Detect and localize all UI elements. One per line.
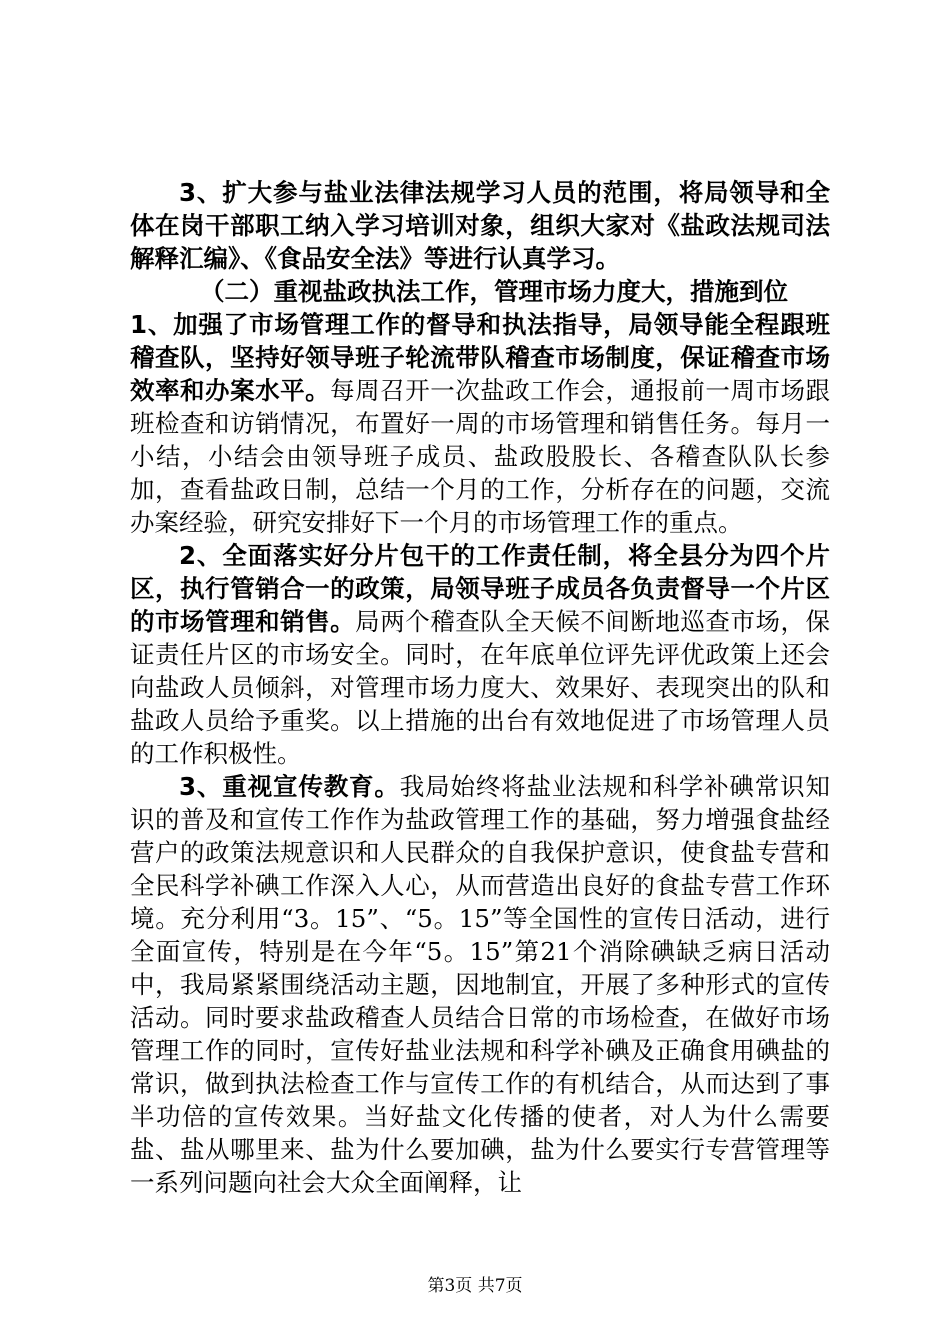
paragraph-normal-text: 每周召开一次盐政工作会，通报前一周市场跟班检查和访销情况，布置好一周的市场管理和销售任务。每月一小结，小结会由领导班子成员、盐政股股长、各稽查队队长参加，查看盐政日制，总结一个月的工作，分析存在的问题，交流办案经验，研究安排好下一个月的市场管理工作的重点。: [130, 376, 831, 537]
paragraph-bold-text: 3、重视宣传教育。: [179, 772, 400, 801]
paragraph-normal-text: 局两个稽查队全天候不间断地巡查市场，保证责任片区的市场安全。同时，在年底单位评先评优政策上还会向盐政人员倾斜，对管理市场力度大、效果好、表现突出的队和盐政人员给予重奖。以上措施的出台有效地促进了市场管理人员的工作积极性。: [130, 607, 831, 768]
paragraph-bold-text: 2、全面落实好分片包干的工作责任制，将全县分为四个片区，执行管销合一的政策，局领导班子成员各负责督导一个片区的市场管理和销售。: [130, 541, 830, 636]
paragraph-publicity-education: [130, 770, 830, 1199]
paragraph-market-supervision: [130, 308, 830, 539]
paragraph-responsibility-system: [130, 539, 830, 770]
document-body: [130, 176, 830, 1199]
paragraph-normal-text: 我局始终将盐业法规和科学补碘常识知识的普及和宣传工作作为盐政管理工作的基础，努力增强食盐经营户的政策法规意识和人民群众的自我保护意识，使食盐专营和全民科学补碘工作深入人心，从而营造出良好的食盐专营工作环境。充分利用“3。15”、“5。15”等全国性的宣传日活动，进行全面宣传，特别是在今年“5。15”第21个消除碘缺乏病日活动中，我局紧紧围绕活动主题，因地制宜，开展了多种形式的宣传活动。同时要求盐政稽查人员结合日常的市场检查，在做好市场管理工作的同时，宣传好盐业法规和科学补碘及正确食用碘盐的常识，做到执法检查工作与宣传工作的有机结合，从而达到了事半功倍的宣传效果。当好盐文化传播的使者，对人为什么需要盐、盐从哪里来、盐为什么要加碘，盐为什么要实行专营管理等一系列问题向社会大众全面阐释，让: [130, 772, 831, 1197]
page-footer: 第3页 共7页: [427, 1276, 523, 1296]
section-heading-text: （二）重视盐政执法工作，管理市场力度大，措施到位: [200, 277, 788, 306]
paragraph-study-scope: [130, 176, 830, 275]
paragraph-bold-text: 3、扩大参与盐业法律法规学习人员的范围，将局领导和全体在岗干部职工纳入学习培训对象，组织大家对《盐政法规司法解释汇编》、《食品安全法》等进行认真学习。: [130, 178, 830, 273]
paragraph-bold-text: 1、加强了市场管理工作的督导和执法指导，局领导能全程跟班稽查队，坚持好领导班子轮流带队稽查市场制度，保证稽查市场效率和办案水平。: [130, 310, 830, 405]
section-heading-enforcement: [130, 275, 830, 308]
